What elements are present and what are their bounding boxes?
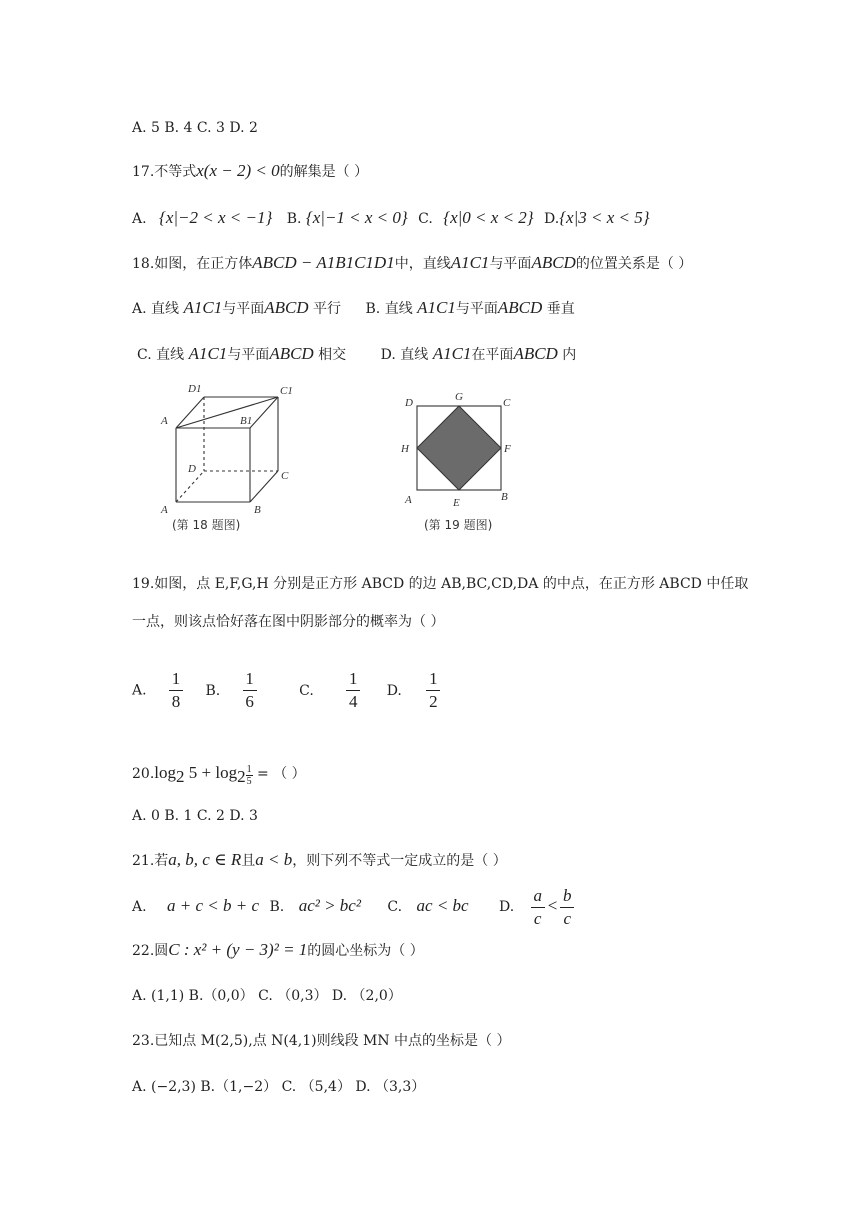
q16-options: A. 5 B. 4 C. 3 D. 2 — [132, 120, 258, 136]
fig18-label-d: D — [188, 463, 196, 475]
q18-option-c-line: A1C1 — [188, 344, 228, 363]
q18-option-c-plane: ABCD — [269, 344, 314, 363]
fig18-label-c1: C1 — [280, 385, 293, 397]
fig18-label-a1: A — [161, 415, 168, 427]
q18-mid: 中，直线 — [394, 256, 451, 272]
q19-option-a-num: 1 — [171, 669, 181, 688]
q19-option-c-den: 4 — [349, 692, 358, 711]
q20-exp-num: 1 — [246, 764, 252, 776]
q18-options-ab — [132, 298, 575, 319]
fig19-caption: (第 19 题图) — [424, 518, 493, 532]
q21-cond: a < b — [255, 850, 293, 869]
q21-option-a: a + c < b + c — [167, 896, 260, 915]
q19-option-c-label: C. — [299, 682, 314, 699]
q20-log1: log — [154, 763, 176, 782]
q18-option-a-tail: 平行 — [313, 301, 342, 317]
q17-option-c: {x|0 < x < 2} — [443, 208, 534, 227]
q19-option-a — [169, 668, 183, 713]
figure-18-cube — [150, 380, 300, 535]
q21-option-d-den1: c — [533, 908, 542, 928]
q20-suffix: = （ ） — [252, 766, 306, 782]
fig19-label-d: D — [405, 397, 413, 409]
q21-option-b: ac² > bc² — [298, 896, 361, 915]
q21-option-a-label: A. — [132, 899, 147, 915]
fig18-label-b: B — [254, 504, 261, 516]
q18-option-d-line: A1C1 — [432, 344, 472, 363]
q21-option-d-num2: b — [563, 885, 572, 905]
q19-option-d-den: 2 — [429, 692, 438, 711]
q19-option-b-num: 1 — [245, 669, 254, 688]
q22-suffix: 的圆心坐标为（ ） — [307, 943, 424, 959]
q21-option-d-right — [560, 885, 574, 930]
fig19-label-c: C — [503, 397, 511, 409]
q17-option-b: {x|−1 < x < 0} — [305, 208, 408, 227]
q18-option-b-line: A1C1 — [417, 298, 456, 317]
q18-option-a-mid: 与平面 — [222, 301, 265, 317]
figure-19-square — [395, 388, 525, 518]
q20-stem — [132, 760, 306, 790]
q20-base2: 2 — [237, 766, 246, 786]
q19-option-b — [243, 668, 257, 713]
q18-option-d-plane: ABCD — [513, 344, 558, 363]
q19-option-a-den: 8 — [171, 692, 181, 711]
q17-suffix: 的解集是（ ） — [279, 164, 369, 180]
q19-option-b-label: B. — [205, 682, 221, 699]
q19-option-c — [346, 668, 360, 713]
q18-option-b-mid: 与平面 — [455, 301, 498, 317]
fig19-label-e: E — [453, 497, 460, 509]
fig19-label-a: A — [405, 494, 412, 506]
q21-and: 且 — [241, 853, 256, 869]
q19-stem-line1: 19.如图，点 E,F,G,H 分别是正方形 ABCD 的边 AB,BC,CD,DA 的中点，在正方形 ABCD 中任取 — [132, 576, 749, 592]
q18-stem — [132, 253, 692, 274]
q22-expr: C : x² + (y − 3)² = 1 — [168, 940, 308, 959]
q19-option-d — [426, 668, 440, 713]
fig19-label-b: B — [501, 491, 508, 503]
q20-log2: log — [215, 763, 238, 782]
q17-option-c-label: C. — [418, 211, 433, 227]
q18-option-c-tail: 相交 — [318, 347, 347, 363]
fig19-label-g: G — [455, 391, 463, 403]
fig18-label-d1: D1 — [188, 383, 202, 395]
q22-stem — [132, 940, 424, 961]
q21-prefix: 21.若 — [132, 853, 169, 869]
q23-stem: 23.已知点 M(2,5),点 N(4,1)则线段 MN 中点的坐标是（ ） — [132, 1033, 511, 1049]
q20-exponent — [246, 764, 253, 787]
q21-option-c-label: C. — [387, 899, 403, 915]
q17-expr: x(x − 2) < 0 — [196, 161, 280, 180]
q18-option-b-label: B. 直线 — [365, 301, 413, 317]
q18-option-a-label: A. 直线 — [132, 301, 180, 317]
q17-option-a: {x|−2 < x < −1} — [159, 208, 273, 227]
q18-option-c-mid: 与平面 — [227, 347, 270, 363]
q21-option-d-label: D. — [499, 899, 515, 915]
fig19-label-f: F — [504, 443, 511, 455]
q21-option-d-num1: a — [533, 885, 542, 905]
q21-suffix: ，则下列不等式一定成立的是（ ） — [292, 853, 507, 869]
q19-stem-line2: 一点，则该点恰好落在图中阴影部分的概率为（ ） — [132, 614, 445, 630]
q21-option-b-label: B. — [269, 899, 285, 915]
q21-option-d-left — [531, 885, 545, 930]
q22-prefix: 22.圆 — [132, 943, 169, 959]
q19-option-d-num: 1 — [429, 669, 438, 688]
q18-option-d-mid: 在平面 — [471, 347, 514, 363]
q18-option-a-line: A1C1 — [183, 298, 223, 317]
q18-prefix: 18.如图，在正方体 — [132, 256, 253, 272]
q18-suffix: 的位置关系是（ ） — [575, 256, 693, 272]
q19-options — [132, 668, 440, 713]
q20-exp-den: 5 — [246, 776, 252, 788]
q18-option-b-tail: 垂直 — [546, 301, 575, 317]
q18-option-d-label: D. 直线 — [380, 347, 429, 363]
q17-stem — [132, 161, 368, 182]
q18-cube: ABCD − A1B1C1D1 — [252, 253, 395, 272]
q19-option-b-den: 6 — [245, 692, 254, 711]
q18-line: A1C1 — [450, 253, 490, 272]
fig18-label-c: C — [281, 470, 289, 482]
q17-option-b-label: B. — [286, 211, 302, 227]
q20-options: A. 0 B. 1 C. 2 D. 3 — [132, 808, 258, 824]
q22-options: A. (1,1) B.（0,0） C. （0,3） D. （2,0） — [132, 988, 402, 1004]
q21-stem — [132, 850, 507, 871]
q21-vars: a, b, c ∈ R — [168, 850, 242, 869]
q19-option-d-label: D. — [386, 682, 402, 699]
q23-options: A. (−2,3) B.（1,−2） C. （5,4） D. （3,3） — [132, 1079, 426, 1095]
q21-option-c: ac < bc — [416, 896, 469, 915]
q20-base1: 2 — [176, 766, 185, 786]
q17-option-a-label: A. — [132, 211, 147, 227]
q17-options — [132, 208, 650, 229]
q19-option-c-num: 1 — [349, 669, 358, 688]
q18-option-b-plane: ABCD — [497, 298, 543, 317]
q21-options: A. a + c < b + c B. ac² > bc² C. ac < bc D. $\frac{a}{c}$ < $\frac{b}{c}$ — [132, 884, 574, 930]
q18-mid2: 与平面 — [489, 256, 532, 272]
q18-plane: ABCD — [531, 253, 576, 272]
fig18-label-a: A — [161, 504, 168, 516]
fig18-label-b1: B1 — [240, 415, 253, 427]
q18-option-c-label: C. 直线 — [137, 347, 185, 363]
q17-option-d-label: D. — [544, 211, 560, 227]
q18-option-d-tail: 内 — [562, 347, 577, 363]
q20-arg1: 5 + — [184, 763, 216, 782]
q19-option-a-label: A. — [132, 682, 147, 699]
q21-option-d-den2: c — [563, 908, 572, 928]
q18-options-cd — [137, 344, 576, 365]
q20-prefix: 20. — [132, 766, 155, 782]
fig19-label-h: H — [401, 443, 409, 455]
fig18-caption: (第 18 题图) — [172, 518, 241, 532]
q17-option-d: {x|3 < x < 5} — [559, 208, 650, 227]
q17-prefix: 17.不等式 — [132, 164, 197, 180]
q18-option-a-plane: ABCD — [264, 298, 309, 317]
